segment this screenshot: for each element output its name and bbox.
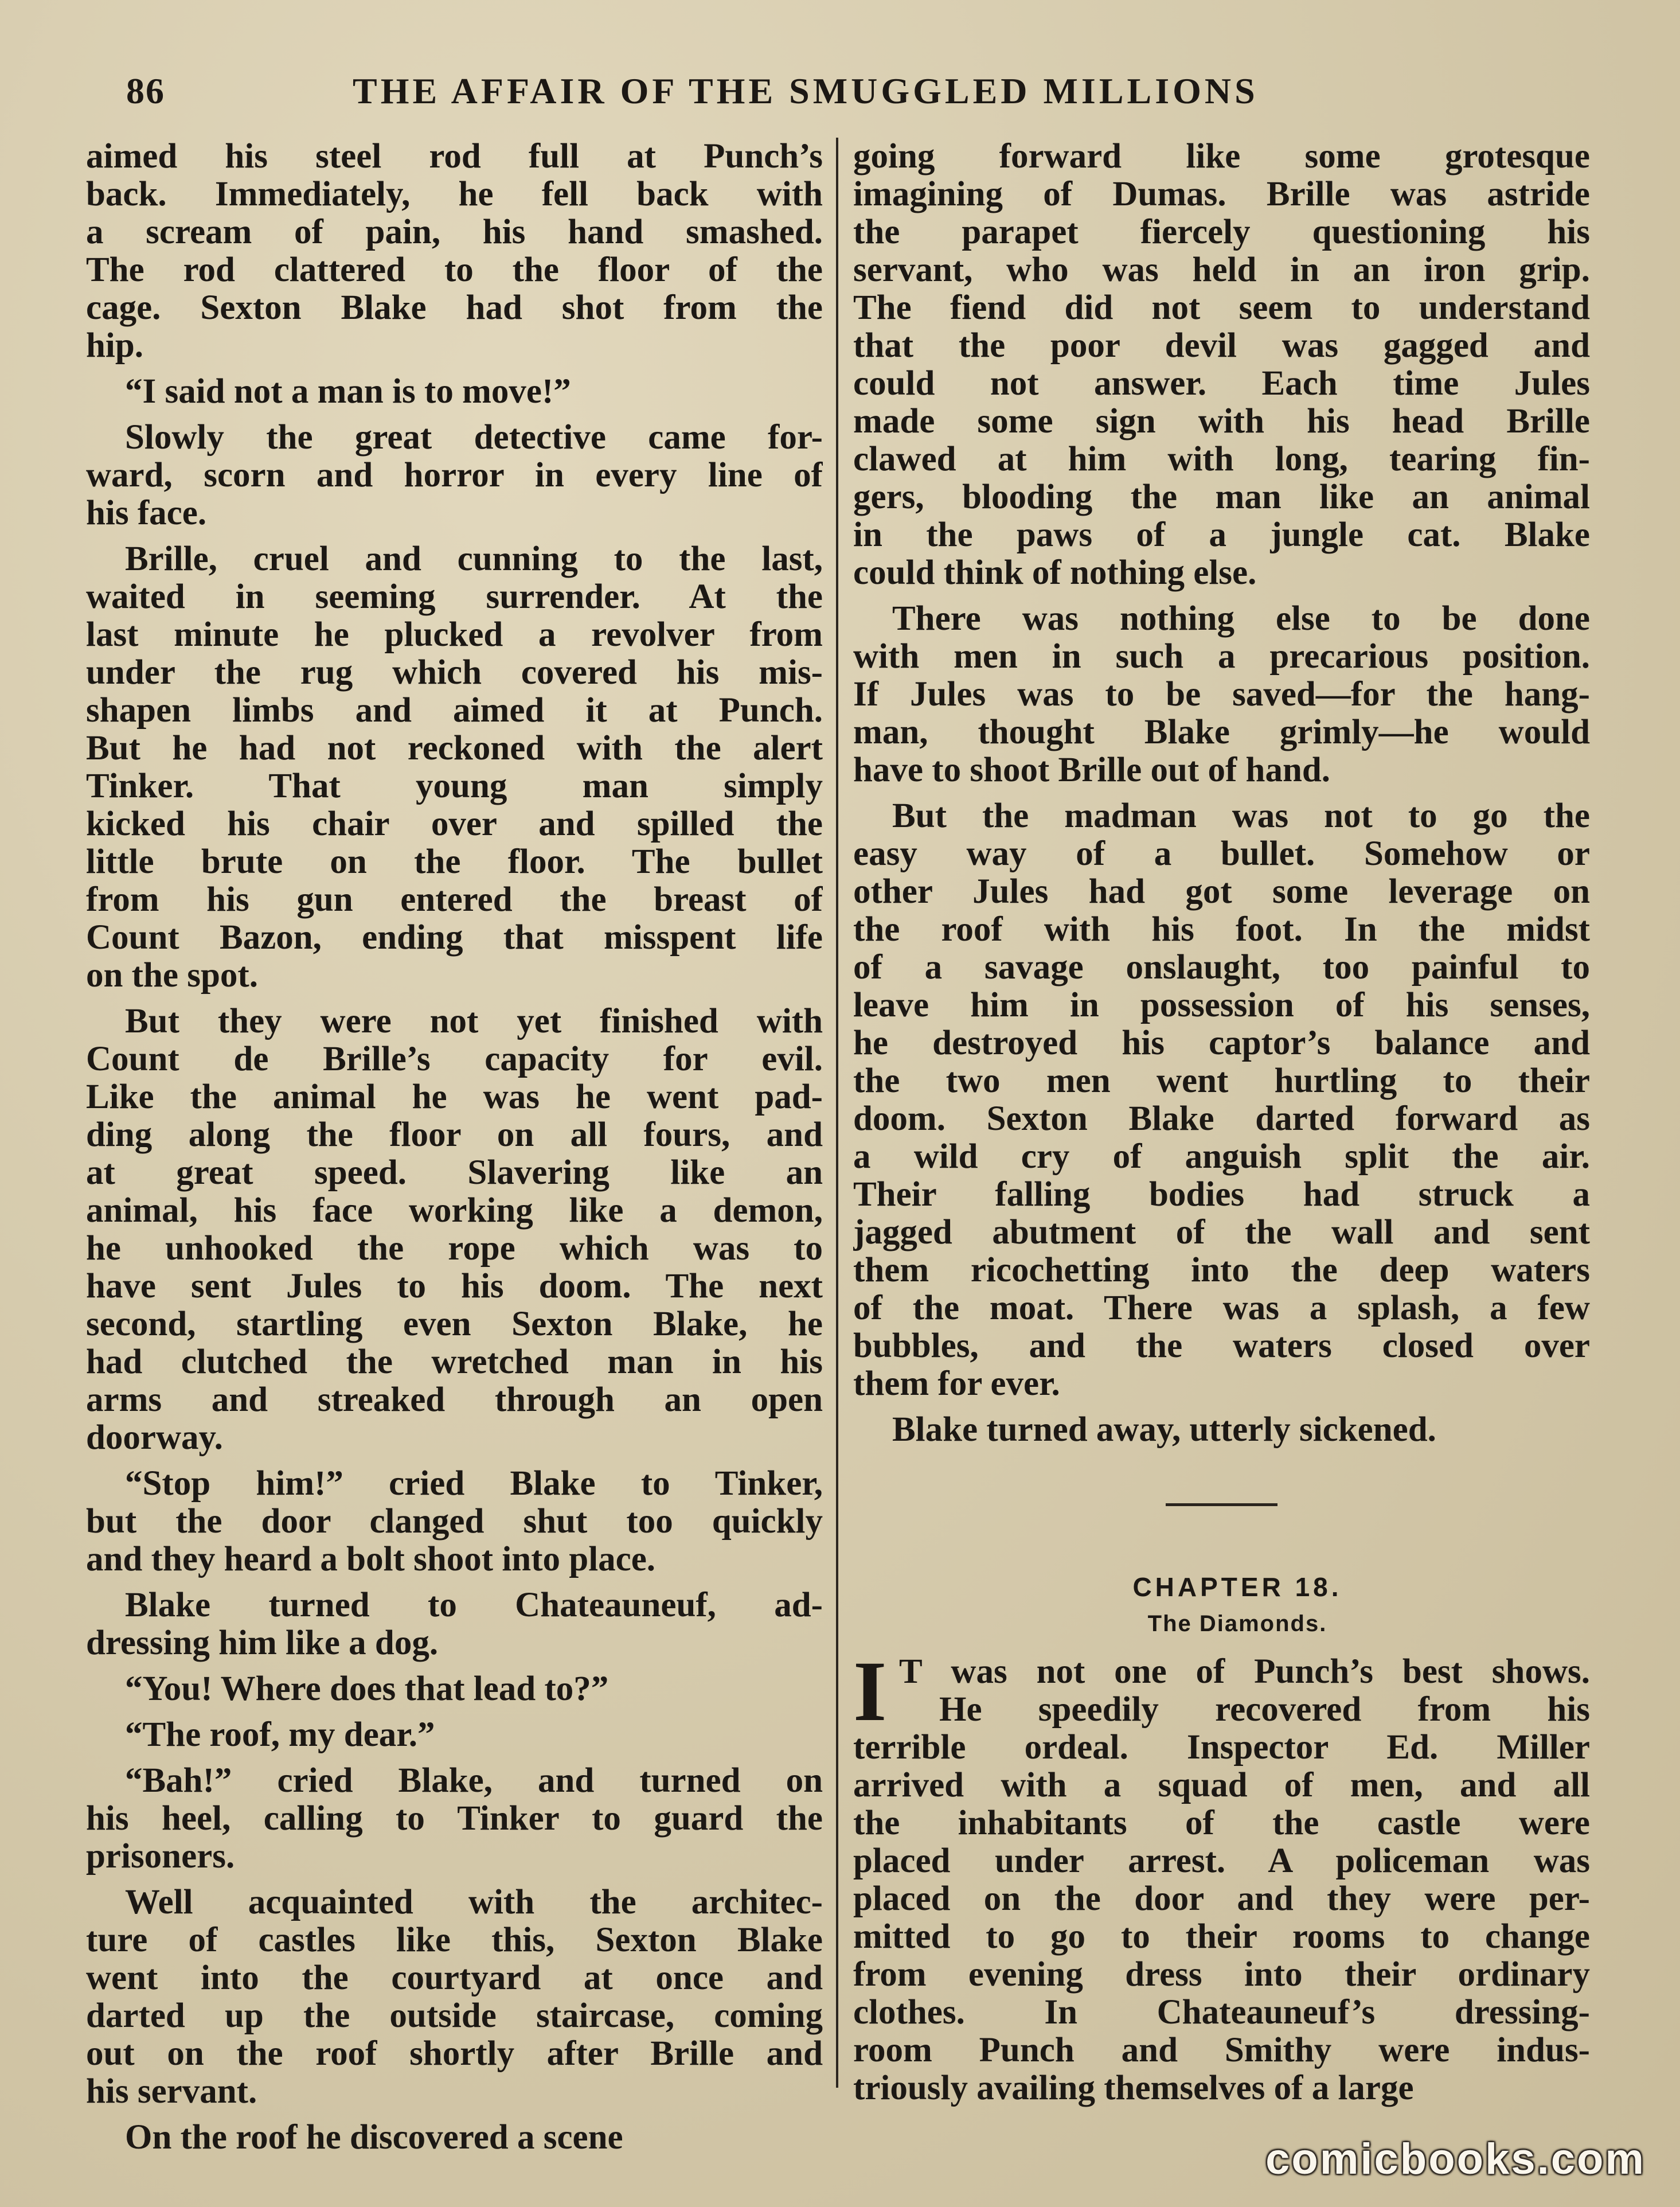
text-line: doom. Sexton Blake darted forward as: [853, 1100, 1590, 1138]
paragraph: [86, 1762, 823, 1875]
text-line: his servant.: [86, 2073, 257, 2111]
text-line: “Stop him!” cried Blake to Tinker,: [125, 1465, 823, 1503]
text-line: Like the animal he was he went pad-: [86, 1078, 823, 1116]
text-line: placed on the door and they were per-: [853, 1880, 1590, 1918]
text-line: easy way of a bullet. Somehow or: [853, 835, 1590, 873]
text-line: the inhabitants of the castle were: [853, 1804, 1590, 1842]
text-line: made some sign with his head Brille: [853, 403, 1590, 440]
paragraph: [853, 1411, 1590, 1449]
drop-cap: I: [853, 1644, 887, 1739]
text-line: T was not one of Punch’s best shows.: [899, 1653, 1590, 1691]
text-line: but the door clanged shut too quickly: [86, 1503, 823, 1541]
text-line: a wild cry of anguish split the air.: [853, 1138, 1590, 1176]
text-line: cage. Sexton Blake had shot from the: [86, 289, 823, 327]
text-line: Count Bazon, ending that misspent life: [86, 919, 823, 957]
text-line: On the roof he discovered a scene: [125, 2119, 623, 2157]
text-line: his face.: [86, 494, 207, 532]
text-line: Well acquainted with the architec-: [125, 1884, 823, 1921]
text-line: There was nothing else to be done: [892, 600, 1590, 638]
text-line: Tinker. That young man simply: [86, 767, 823, 805]
text-line: The rod clattered to the floor of the: [86, 251, 823, 289]
text-line: them ricochetting into the deep waters: [853, 1251, 1590, 1289]
column-divider: [836, 138, 838, 2088]
text-line: room Punch and Smithy were indus-: [853, 2031, 1590, 2069]
text-line: Count de Brille’s capacity for evil.: [86, 1040, 823, 1078]
chapter-body: [853, 1644, 1590, 2107]
text-line: jagged abutment of the wall and sent: [853, 1214, 1590, 1251]
text-line: ding along the floor on all fours, and: [86, 1116, 823, 1154]
text-line: gers, blooding the man like an animal: [853, 478, 1590, 516]
text-line: back. Immediately, he fell back with: [86, 176, 823, 213]
text-line: terrible ordeal. Inspector Ed. Miller: [853, 1729, 1590, 1767]
text-line: servant, who was held in an iron grip.: [853, 251, 1590, 289]
text-line: on the spot.: [86, 957, 258, 995]
text-line: could think of nothing else.: [853, 554, 1257, 592]
paragraph: [86, 1884, 823, 2111]
text-line: the parapet fiercely questioning his: [853, 213, 1590, 251]
paragraph: [86, 1670, 823, 1708]
chapter-number: CHAPTER 18.: [1132, 1572, 1342, 1602]
paragraph: [86, 1465, 823, 1578]
text-line: of a savage onslaught, too painful to: [853, 949, 1590, 986]
text-line: leave him in possession of his senses,: [853, 986, 1590, 1024]
paragraph: [853, 138, 1590, 592]
text-line: prisoners.: [86, 1838, 235, 1875]
text-line: a scream of pain, his hand smashed.: [86, 213, 823, 251]
text-line: from evening dress into their ordinary: [853, 1956, 1590, 1994]
paragraph: [86, 373, 823, 411]
text-line: the two men went hurtling to their: [853, 1062, 1590, 1100]
text-line: But he had not reckoned with the alert: [86, 730, 823, 767]
text-line: went into the courtyard at once and: [86, 1959, 823, 1997]
chapter-title: The Diamonds.: [1147, 1611, 1327, 1636]
text-line: aimed his steel rod full at Punch’s: [86, 138, 823, 176]
text-line: in the paws of a jungle cat. Blake: [853, 516, 1590, 554]
text-line: with men in such a precarious position.: [853, 638, 1590, 676]
paragraph: [86, 1003, 823, 1457]
text-line: If Jules was to be saved—for the hang-: [853, 676, 1590, 713]
text-line: triously availing themselves of a large: [853, 2069, 1414, 2107]
page-number: 86: [126, 71, 165, 111]
text-line: ward, scorn and horror in every line of: [86, 457, 823, 494]
text-line: shapen limbs and aimed it at Punch.: [86, 692, 823, 730]
text-line: of the moat. There was a splash, a few: [853, 1289, 1590, 1327]
text-line: the roof with his foot. In the midst: [853, 911, 1590, 949]
text-line: kicked his chair over and spilled the: [86, 805, 823, 843]
running-title: THE AFFAIR OF THE SMUGGLED MILLIONS: [353, 71, 1259, 111]
paragraph: [86, 138, 823, 365]
paragraph: [86, 419, 823, 532]
text-line: have to shoot Brille out of hand.: [853, 751, 1331, 789]
text-line: “Bah!” cried Blake, and turned on: [125, 1762, 823, 1800]
text-line: placed under arrest. A policeman was: [853, 1842, 1590, 1880]
text-line: out on the roof shortly after Brille and: [86, 2035, 823, 2073]
text-line: arrived with a squad of men, and all: [853, 1767, 1590, 1804]
text-line: had clutched the wretched man in his: [86, 1343, 823, 1381]
text-line: “You! Where does that lead to?”: [125, 1670, 609, 1708]
text-line: his heel, calling to Tinker to guard the: [86, 1800, 823, 1838]
right-column: [853, 138, 1590, 2107]
text-line: “The roof, my dear.”: [125, 1716, 435, 1754]
text-line: under the rug which covered his mis-: [86, 654, 823, 692]
text-line: second, startling even Sexton Blake, he: [86, 1305, 823, 1343]
text-line: that the poor devil was gagged and: [853, 327, 1590, 365]
text-line: doorway.: [86, 1419, 223, 1457]
text-line: animal, his face working like a demon,: [86, 1192, 823, 1230]
text-line: man, thought Blake grimly—he would: [853, 713, 1590, 751]
paragraph: [86, 1586, 823, 1662]
text-line: hip.: [86, 327, 144, 365]
text-line: other Jules had got some leverage on: [853, 873, 1590, 911]
text-line: bubbles, and the waters closed over: [853, 1327, 1590, 1365]
text-line: last minute he plucked a revolver from: [86, 616, 823, 654]
paragraph: [86, 1716, 823, 1754]
text-line: Slowly the great detective came for-: [125, 419, 823, 457]
text-line: going forward like some grotesque: [853, 138, 1590, 176]
watermark-logo: comicbooks.com: [1265, 2135, 1646, 2183]
text-line: ture of castles like this, Sexton Blake: [86, 1921, 823, 1959]
paragraph: [86, 2119, 823, 2157]
text-line: he destroyed his captor’s balance and: [853, 1024, 1590, 1062]
text-line: from his gun entered the breast of: [86, 881, 823, 919]
text-line: imagining of Dumas. Brille was astride: [853, 176, 1590, 213]
text-line: have sent Jules to his doom. The next: [86, 1268, 823, 1305]
paragraph: [86, 540, 823, 995]
text-line: Blake turned away, utterly sickened.: [892, 1411, 1436, 1449]
paragraph: [853, 600, 1590, 789]
text-line: darted up the outside staircase, coming: [86, 1997, 823, 2035]
text-line: clawed at him with long, tearing fin-: [853, 440, 1590, 478]
text-line: Brille, cruel and cunning to the last,: [125, 540, 823, 578]
left-column: [86, 138, 823, 2165]
text-line: But they were not yet finished with: [125, 1003, 823, 1040]
text-line: and they heard a bolt shoot into place.: [86, 1541, 656, 1578]
text-line: “I said not a man is to move!”: [125, 373, 571, 411]
section-rule: [1166, 1503, 1277, 1506]
paragraph: [853, 797, 1590, 1403]
text-line: clothes. In Chateauneuf’s dressing-: [853, 1994, 1590, 2031]
text-line: at great speed. Slavering like an: [86, 1154, 823, 1192]
text-line: little brute on the floor. The bullet: [86, 843, 823, 881]
text-line: Blake turned to Chateauneuf, ad-: [125, 1586, 823, 1624]
text-line: mitted to go to their rooms to change: [853, 1918, 1590, 1956]
text-line: dressing him like a dog.: [86, 1624, 439, 1662]
page-header: [86, 63, 1588, 115]
text-line: he unhooked the rope which was to: [86, 1230, 823, 1268]
text-line: Their falling bodies had struck a: [853, 1176, 1590, 1214]
text-line: waited in seeming surrender. At the: [86, 578, 823, 616]
text-line: He speedily recovered from his: [939, 1691, 1590, 1729]
text-line: The fiend did not seem to understand: [853, 289, 1590, 327]
text-line: arms and streaked through an open: [86, 1381, 823, 1419]
text-line: them for ever.: [853, 1365, 1060, 1403]
text-line: could not answer. Each time Jules: [853, 365, 1590, 403]
text-line: But the madman was not to go the: [892, 797, 1590, 835]
